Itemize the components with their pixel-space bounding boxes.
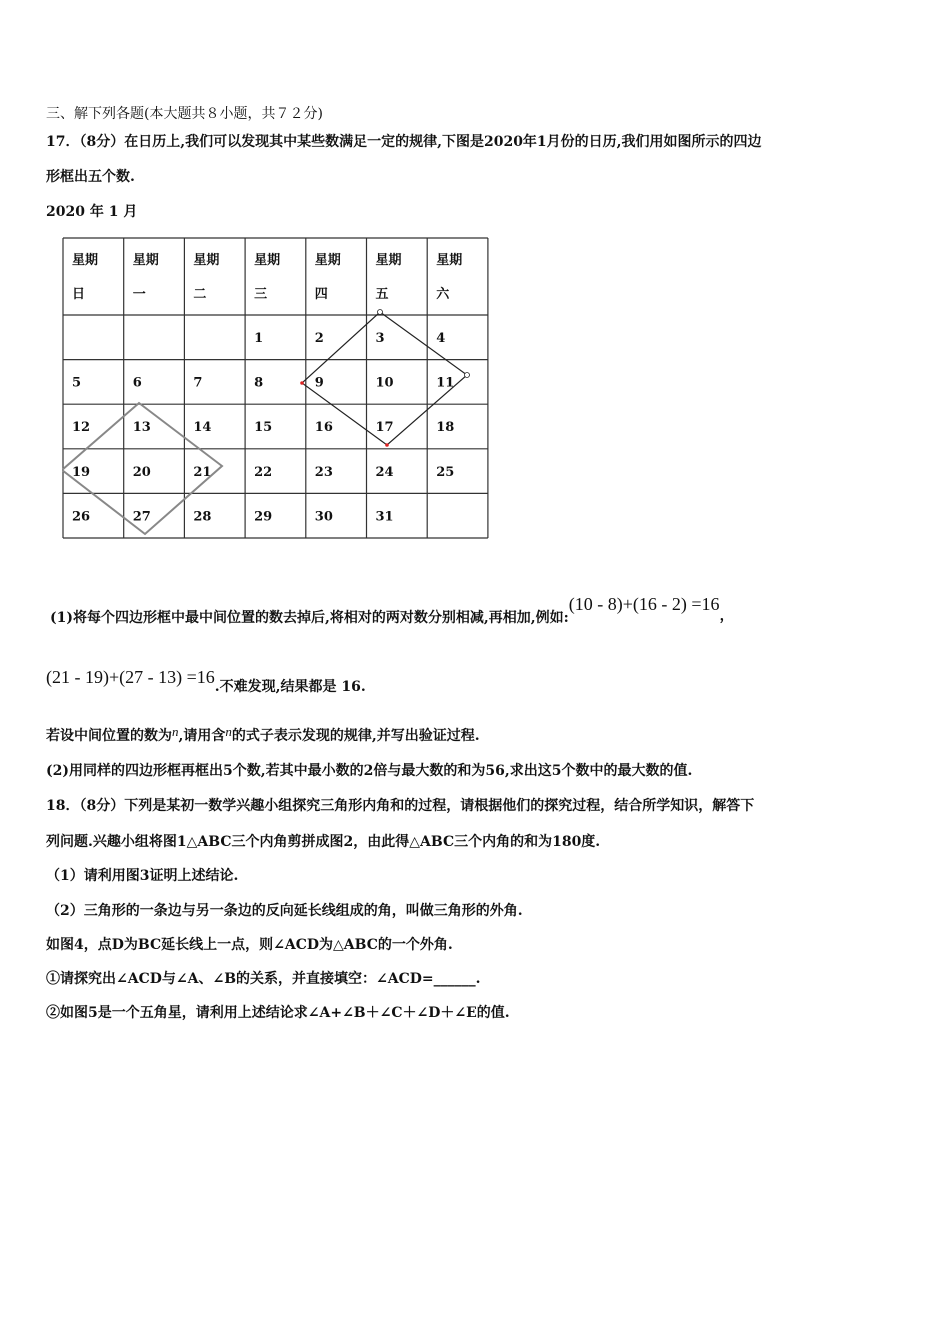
q18-sub2: （2）三角形的一条边与另一条边的反向延长线组成的角，叫做三角形的外角. [46,903,523,919]
weekday-header: 星期 [72,253,99,268]
q17-ask-b: ,请用含 [178,728,226,744]
q17-example2-row [46,667,366,696]
weekday-header: 四 [314,287,328,302]
calendar-day: 7 [193,375,203,391]
q17-example1: (10 - 8)+(16 - 2) =16 [568,594,720,614]
calendar-day: 30 [314,509,333,525]
weekday-header: 星期 [314,253,341,268]
q18-item1: ①请探究出∠ACD与∠A、∠B的关系，并直接填空：∠ACD=______. [46,971,481,987]
calendar-day: 17 [375,420,394,436]
calendar-day: 11 [436,375,455,391]
calendar-table [62,237,492,546]
calendar-day: 14 [193,420,212,436]
calendar-caption: 2020 年 1 月 [46,204,138,220]
calendar-day: 13 [132,420,151,436]
q17-intro-line2: 形框出五个数. [46,169,135,185]
calendar-day: 9 [314,375,324,391]
weekday-header: 星期 [254,253,281,268]
weekday-header: 六 [436,287,450,302]
calendar-day: 20 [132,464,151,480]
weekday-header: 星期 [436,253,463,268]
q17-conclusion: .不难发现,结果都是 16. [214,679,366,695]
q17-ask-row [46,724,480,745]
q17-comma: ， [719,608,734,624]
q18-item2: ②如图5是一个五角星，请利用上述结论求∠A+∠B＋∠C＋∠D＋∠E的值. [46,1005,510,1021]
calendar-day: 5 [72,375,82,391]
calendar-day: 27 [132,509,151,525]
variable-n: n [172,724,179,739]
calendar-day: 23 [314,464,333,480]
calendar-day: 19 [72,464,91,480]
weekday-header: 三 [254,287,268,302]
q17-part1-text: (1)将每个四边形框中最中间位置的数去掉后,将相对的两对数分别相减,再相加,例如: [50,610,569,626]
weekday-header: 二 [193,287,207,302]
calendar-day: 18 [436,420,455,436]
calendar-day: 21 [193,464,212,480]
q18-line1: 18．（8分）下列是某初一数学兴趣小组探究三角形内角和的过程，请根据他们的探究过程，结合所学知识，解答下 [46,798,755,814]
calendar-day: 31 [375,509,394,525]
weekday-header: 星期 [132,253,159,268]
q17-example2: (21 - 19)+(27 - 13) =16 [46,667,215,687]
vertex-dot [378,310,383,315]
calendar-day: 22 [254,464,273,480]
weekday-header: 星期 [375,253,402,268]
q18-line2: 列问题.兴趣小组将图1△ABC三个内角剪拼成图2，由此得△ABC三个内角的和为180度. [46,834,601,850]
q17-part2: (2)用同样的四边形框再框出5个数,若其中最小数的2倍与最大数的和为56,求出这5个数中的最大数的值. [46,763,693,779]
vertex-dot-red [385,443,389,447]
calendar-day: 10 [375,375,394,391]
weekday-header: 日 [72,287,86,302]
q18-sub1: （1）请利用图3证明上述结论. [46,868,239,884]
q18-sub2-figure: 如图4，点D为BC延长线上一点，则∠ACD为△ABC的一个外角. [46,937,453,953]
calendar-day: 2 [314,331,324,346]
vertex-dot-red [300,381,304,385]
calendar-day: 29 [254,509,273,525]
diamond-frame-large [302,312,467,445]
diamond-frame-small [62,403,222,534]
calendar-day: 25 [436,464,455,480]
calendar-day: 26 [72,509,91,525]
calendar-day: 6 [132,375,142,391]
calendar-day: 3 [375,331,385,346]
section-heading: 三、解下列各题(本大题共８小题，共７２分) [46,106,323,122]
q17-part1-row [50,594,734,627]
weekday-header: 五 [375,287,389,302]
calendar-overlay [62,237,492,542]
vertex-dot [465,373,470,378]
q17-ask-c: 的式子表示发现的规律,并写出验证过程. [231,728,480,744]
calendar-day: 16 [314,420,333,436]
calendar-day: 28 [193,509,212,525]
weekday-header: 星期 [193,253,220,268]
calendar-day: 24 [375,464,394,480]
weekday-header: 一 [132,287,146,302]
calendar-day: 15 [254,420,273,436]
calendar-day: 1 [254,331,264,346]
q17-intro-line1: 17．（8分）在日历上,我们可以发现其中某些数满足一定的规律,下图是2020年1月份的日历,我们用如图所示的四边 [46,134,762,150]
calendar-day: 8 [254,375,264,391]
variable-n: n [225,724,232,739]
calendar-day: 12 [72,420,91,436]
q17-ask-a: 若设中间位置的数为 [46,728,172,744]
calendar-day: 4 [436,331,446,346]
